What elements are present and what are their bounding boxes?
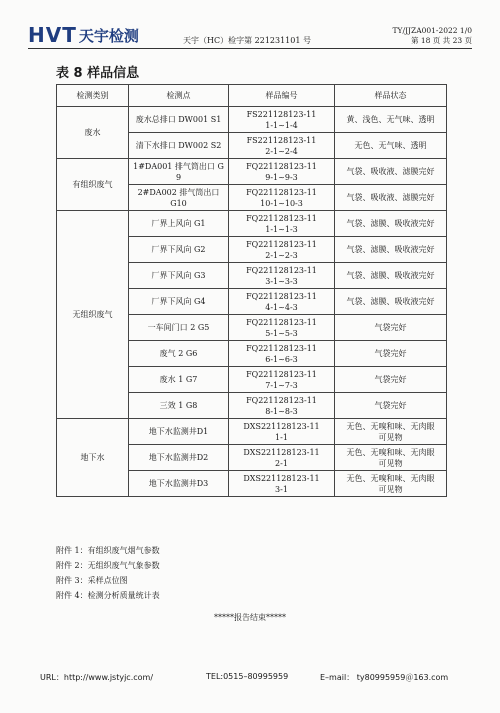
point-cell: 一车间门口 2 G5 bbox=[129, 315, 229, 341]
state-cell: 无色、无嗅和味、无肉眼 可见物 bbox=[335, 471, 447, 497]
document-reference: 天宇（HC）检字第 221231101 号 bbox=[183, 36, 311, 45]
page-header bbox=[28, 24, 472, 50]
logo-chinese: 天宇检测 bbox=[78, 26, 139, 45]
header-sample-id: 样品编号 bbox=[229, 85, 335, 107]
point-cell: 厂界下风向 G2 bbox=[129, 237, 229, 263]
attachment-item: 附件 1：有组织废气烟气参数 bbox=[56, 546, 160, 555]
state-cell: 气袋完好 bbox=[335, 393, 447, 419]
table-header-row bbox=[57, 85, 447, 107]
state-cell: 气袋、吸收液、滤膜完好 bbox=[335, 185, 447, 211]
header-point: 检测点 bbox=[129, 85, 229, 107]
point-cell: 1#DA001 排气筒出口 G9 bbox=[129, 159, 229, 185]
point-cell: 厂界下风向 G3 bbox=[129, 263, 229, 289]
footer-tel: TEL:0515–80995959 bbox=[206, 672, 289, 681]
point-cell: 厂界下风向 G4 bbox=[129, 289, 229, 315]
point-cell: 地下水监测井D1 bbox=[129, 419, 229, 445]
state-cell: 气袋完好 bbox=[335, 367, 447, 393]
header-rule bbox=[28, 48, 472, 49]
sample-id-cell: FQ221128123-11 3-1~3-3 bbox=[229, 263, 335, 289]
table-row bbox=[57, 419, 447, 445]
point-cell: 清下水排口 DW002 S2 bbox=[129, 133, 229, 159]
logo-latin: HVT bbox=[28, 23, 77, 47]
page-info: 第 18 页 共 23 页 bbox=[410, 36, 472, 45]
header-right bbox=[392, 26, 472, 46]
state-cell: 气袋、吸收液、滤膜完好 bbox=[335, 159, 447, 185]
point-cell: 地下水监测井D3 bbox=[129, 471, 229, 497]
table-row bbox=[57, 211, 447, 237]
attachment-list bbox=[56, 543, 160, 603]
sample-id-cell: DXS221128123-11 2-1 bbox=[229, 445, 335, 471]
attachment-item: 附件 4：检测分析质量统计表 bbox=[56, 591, 160, 600]
sample-id-cell: FQ221128123-11 6-1~6-3 bbox=[229, 341, 335, 367]
table-row bbox=[57, 159, 447, 185]
state-cell: 无色、无嗅和味、无肉眼 可见物 bbox=[335, 445, 447, 471]
point-cell: 厂界上风向 G1 bbox=[129, 211, 229, 237]
state-cell: 气袋、滤膜、吸收液完好 bbox=[335, 263, 447, 289]
state-cell: 气袋完好 bbox=[335, 315, 447, 341]
state-cell: 气袋、滤膜、吸收液完好 bbox=[335, 237, 447, 263]
state-cell: 气袋、滤膜、吸收液完好 bbox=[335, 289, 447, 315]
sample-id-cell: FQ221128123-11 7-1~7-3 bbox=[229, 367, 335, 393]
table-row bbox=[57, 107, 447, 133]
category-cell: 有组织废气 bbox=[57, 159, 129, 211]
sample-id-cell: FQ221128123-11 8-1~8-3 bbox=[229, 393, 335, 419]
attachment-item: 附件 2：无组织废气气象参数 bbox=[56, 561, 160, 570]
state-cell: 无色、无嗅和味、无肉眼 可见物 bbox=[335, 419, 447, 445]
sample-id-cell: FS221128123-11 1-1~1-4 bbox=[229, 107, 335, 133]
report-end: *****报告结束***** bbox=[214, 613, 286, 622]
footer-email: E–mail： ty80995959＠163.com bbox=[320, 673, 449, 682]
sample-id-cell: FQ221128123-11 2-1~2-3 bbox=[229, 237, 335, 263]
point-cell: 2#DA002 排气筒出口 G10 bbox=[129, 185, 229, 211]
point-cell: 地下水监测井D2 bbox=[129, 445, 229, 471]
category-cell: 无组织废气 bbox=[57, 211, 129, 419]
state-cell: 黄、浅色、无气味、透明 bbox=[335, 107, 447, 133]
sample-id-cell: DXS221128123-11 1-1 bbox=[229, 419, 335, 445]
state-cell: 无色、无气味、透明 bbox=[335, 133, 447, 159]
sample-id-cell: FQ221128123-11 10-1~10-3 bbox=[229, 185, 335, 211]
sample-id-cell: FQ221128123-11 4-1~4-3 bbox=[229, 289, 335, 315]
sample-id-cell: FS221128123-11 2-1~2-4 bbox=[229, 133, 335, 159]
header-category: 检测类别 bbox=[57, 85, 129, 107]
header-state: 样品状态 bbox=[335, 85, 447, 107]
company-logo bbox=[28, 24, 139, 46]
category-cell: 地下水 bbox=[57, 419, 129, 497]
point-cell: 三效 1 G8 bbox=[129, 393, 229, 419]
form-code: TY/JJZA001-2022 1/0 bbox=[392, 26, 472, 35]
footer-url: URL：http://www.jstyjc.com/ bbox=[40, 673, 154, 682]
category-cell: 废水 bbox=[57, 107, 129, 159]
point-cell: 废水 1 G7 bbox=[129, 367, 229, 393]
sample-id-cell: FQ221128123-11 1-1~1-3 bbox=[229, 211, 335, 237]
sample-info-table bbox=[56, 84, 447, 497]
state-cell: 气袋完好 bbox=[335, 341, 447, 367]
sample-id-cell: FQ221128123-11 9-1~9-3 bbox=[229, 159, 335, 185]
sample-id-cell: DXS221128123-11 3-1 bbox=[229, 471, 335, 497]
sample-id-cell: FQ221128123-11 5-1~5-3 bbox=[229, 315, 335, 341]
point-cell: 废气 2 G6 bbox=[129, 341, 229, 367]
state-cell: 气袋、滤膜、吸收液完好 bbox=[335, 211, 447, 237]
point-cell: 废水总排口 DW001 S1 bbox=[129, 107, 229, 133]
table-title: 表 8 样品信息 bbox=[56, 66, 140, 81]
attachment-item: 附件 3：采样点位图 bbox=[56, 576, 128, 585]
